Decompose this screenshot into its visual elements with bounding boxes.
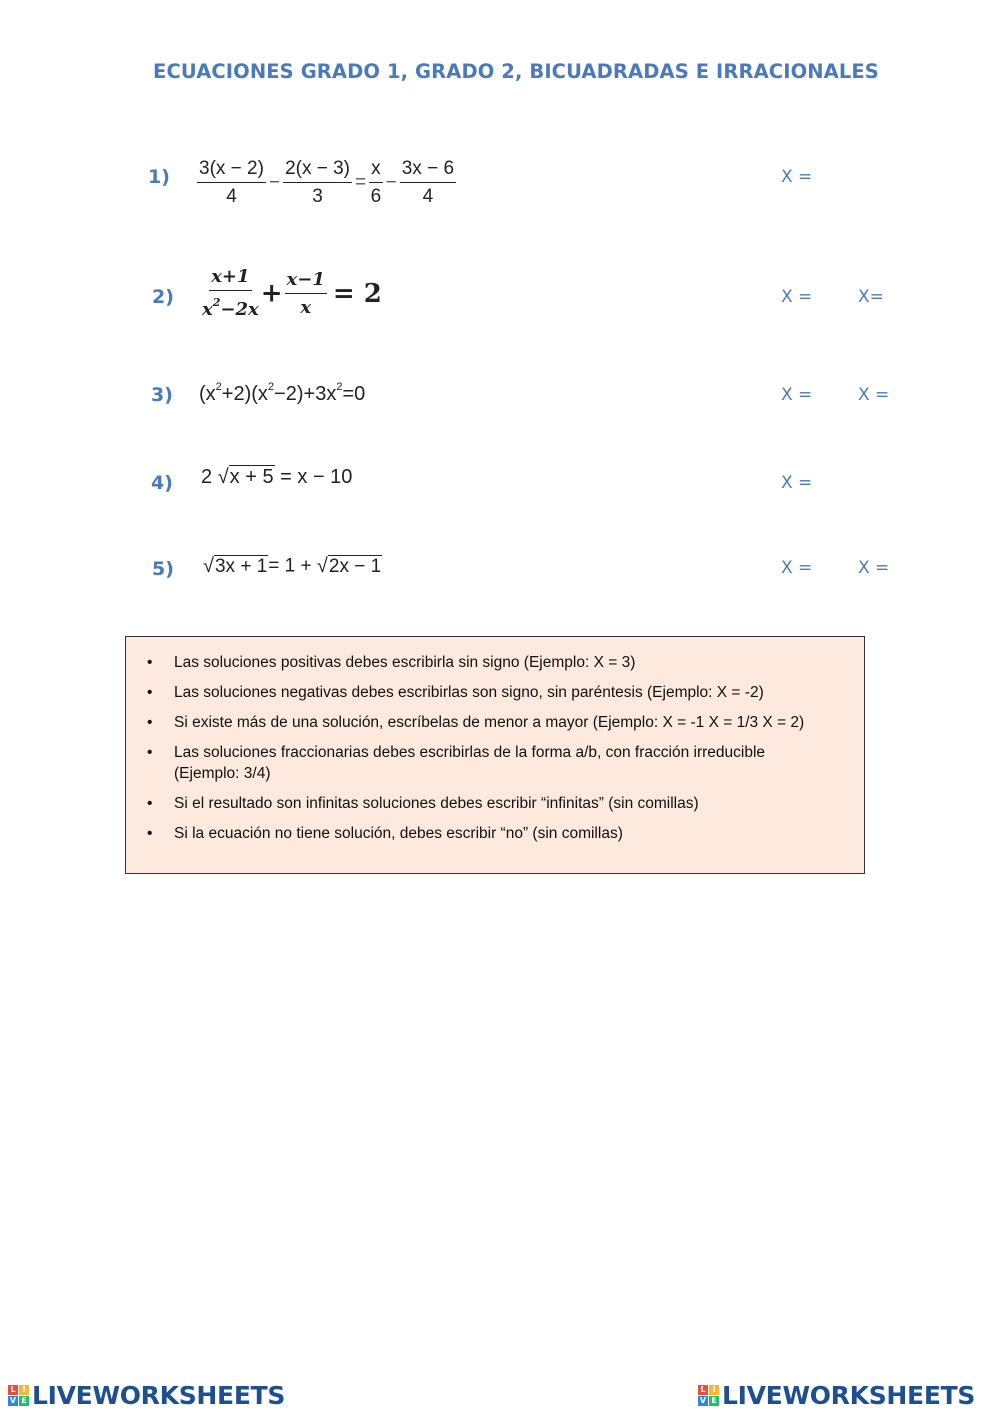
liveworksheets-logo <box>698 1380 975 1410</box>
problem-number-5: 5) <box>152 558 174 580</box>
logo-tile: L <box>8 1385 18 1395</box>
square-root <box>203 555 268 578</box>
square-root <box>317 555 382 578</box>
exponent: 2 <box>336 381 343 394</box>
term: +2)(x <box>221 383 268 405</box>
answer-field[interactable]: X = <box>781 287 813 307</box>
fraction <box>283 158 352 208</box>
rule-text: Si existe más de una solución, escríbelas de menor a mayor (Ejemplo: X = -1 X = 1/3 X = 2) <box>174 714 805 731</box>
denominator-rest: −2x <box>220 299 259 320</box>
list-item <box>147 712 867 733</box>
fraction <box>197 158 266 208</box>
operator: − <box>385 172 397 193</box>
list-item <box>147 742 834 784</box>
equation-4 <box>201 466 352 489</box>
term: =0 <box>342 383 366 405</box>
operator: − <box>268 172 281 193</box>
exponent: 2 <box>267 381 275 394</box>
logo-tile: E <box>709 1396 719 1406</box>
bullet-icon: • <box>147 684 153 701</box>
logo-text: LIVEWORKSHEETS <box>32 1380 286 1410</box>
answer-field[interactable]: X = <box>781 167 813 187</box>
denominator <box>202 291 259 321</box>
numerator: x <box>369 158 383 183</box>
problem-number-1: 1) <box>148 166 170 188</box>
numerator: 3x − 6 <box>400 158 456 183</box>
list-item <box>147 823 867 844</box>
logo-tile: I <box>709 1385 719 1395</box>
rule-text: Las soluciones fraccionarias debes escribirlas de la forma a/b, con fracción irreducible (Ejemplo: 3/4) <box>174 744 766 782</box>
bullet-icon: • <box>147 825 153 842</box>
logo-tiles-icon <box>698 1385 719 1406</box>
bullet-icon: • <box>147 744 153 761</box>
fraction <box>202 266 259 321</box>
numerator: 3(x − 2) <box>197 158 266 183</box>
problem-number-2: 2) <box>152 286 174 308</box>
equation-2 <box>200 266 382 321</box>
denominator: 4 <box>226 186 237 207</box>
denominator: 6 <box>370 186 382 207</box>
logo-tile: L <box>698 1385 708 1395</box>
page-title: ECUACIONES GRADO 1, GRADO 2, BICUADRADAS E IRRACIONALES <box>153 60 879 83</box>
list-item <box>147 682 867 703</box>
logo-tile: V <box>9 1395 17 1405</box>
bullet-icon: • <box>147 714 153 731</box>
denominator-base: x <box>202 299 213 320</box>
rule-text: Si el resultado son infinitas soluciones debes escribir “infinitas” (sin comillas) <box>174 795 699 812</box>
equals-sign: = <box>355 172 367 193</box>
equation-5 <box>203 555 382 578</box>
right-hand-side: = x − 10 <box>280 466 353 488</box>
equation-3 <box>199 383 365 406</box>
answer-field[interactable]: X = <box>781 385 813 405</box>
fraction <box>285 269 327 319</box>
liveworksheets-logo <box>8 1380 285 1410</box>
rule-text: Si la ecuación no tiene solución, debes escribir “no” (sin comillas) <box>174 825 623 842</box>
logo-text: LIVEWORKSHEETS <box>722 1380 976 1410</box>
term: (x <box>199 383 216 405</box>
exponent: 2 <box>215 381 222 394</box>
problem-number-3: 3) <box>151 384 173 406</box>
denominator: 3 <box>312 186 323 207</box>
middle-terms: = 1 + <box>268 555 317 577</box>
bullet-icon: • <box>147 795 153 812</box>
radicand: 3x + 1 <box>214 556 268 577</box>
radical-sign: √ <box>217 466 229 489</box>
term: −2)+3x <box>274 383 337 405</box>
logo-tile: I <box>19 1385 29 1395</box>
answer-field[interactable]: X = <box>858 558 890 578</box>
logo-tile: E <box>19 1396 29 1406</box>
radicand: x + 5 <box>229 466 274 489</box>
fraction <box>400 158 456 208</box>
instructions-list <box>147 652 867 853</box>
numerator: x−1 <box>285 269 327 294</box>
radical-sign: √ <box>203 555 214 577</box>
radical-sign: √ <box>316 555 328 577</box>
logo-tile: V <box>699 1395 707 1405</box>
answer-field[interactable]: X = <box>781 558 813 578</box>
radicand: 2x − 1 <box>328 556 382 577</box>
plus-sign: + <box>260 278 283 309</box>
coefficient: 2 <box>201 466 213 488</box>
right-hand-side: = 2 <box>332 278 382 309</box>
equation-1 <box>195 158 458 208</box>
exponent: 2 <box>212 296 221 309</box>
rule-text: Las soluciones negativas debes escribirlas son signo, sin paréntesis (Ejemplo: X = -2) <box>174 684 764 701</box>
list-item <box>147 793 867 814</box>
answer-field[interactable]: X = <box>858 385 890 405</box>
denominator: x <box>300 296 312 318</box>
rule-text: Las soluciones positivas debes escribirla sin signo (Ejemplo: X = 3) <box>174 654 636 671</box>
problem-number-4: 4) <box>151 472 173 494</box>
answer-field[interactable]: X = <box>781 473 813 493</box>
answer-field[interactable]: X= <box>858 287 884 307</box>
denominator: 4 <box>422 186 434 207</box>
square-root <box>218 466 275 489</box>
fraction <box>369 158 383 208</box>
logo-tiles-icon <box>8 1385 29 1406</box>
bullet-icon: • <box>147 654 153 671</box>
numerator: x+1 <box>209 266 251 291</box>
numerator: 2(x − 3) <box>283 158 352 183</box>
list-item <box>147 652 867 673</box>
